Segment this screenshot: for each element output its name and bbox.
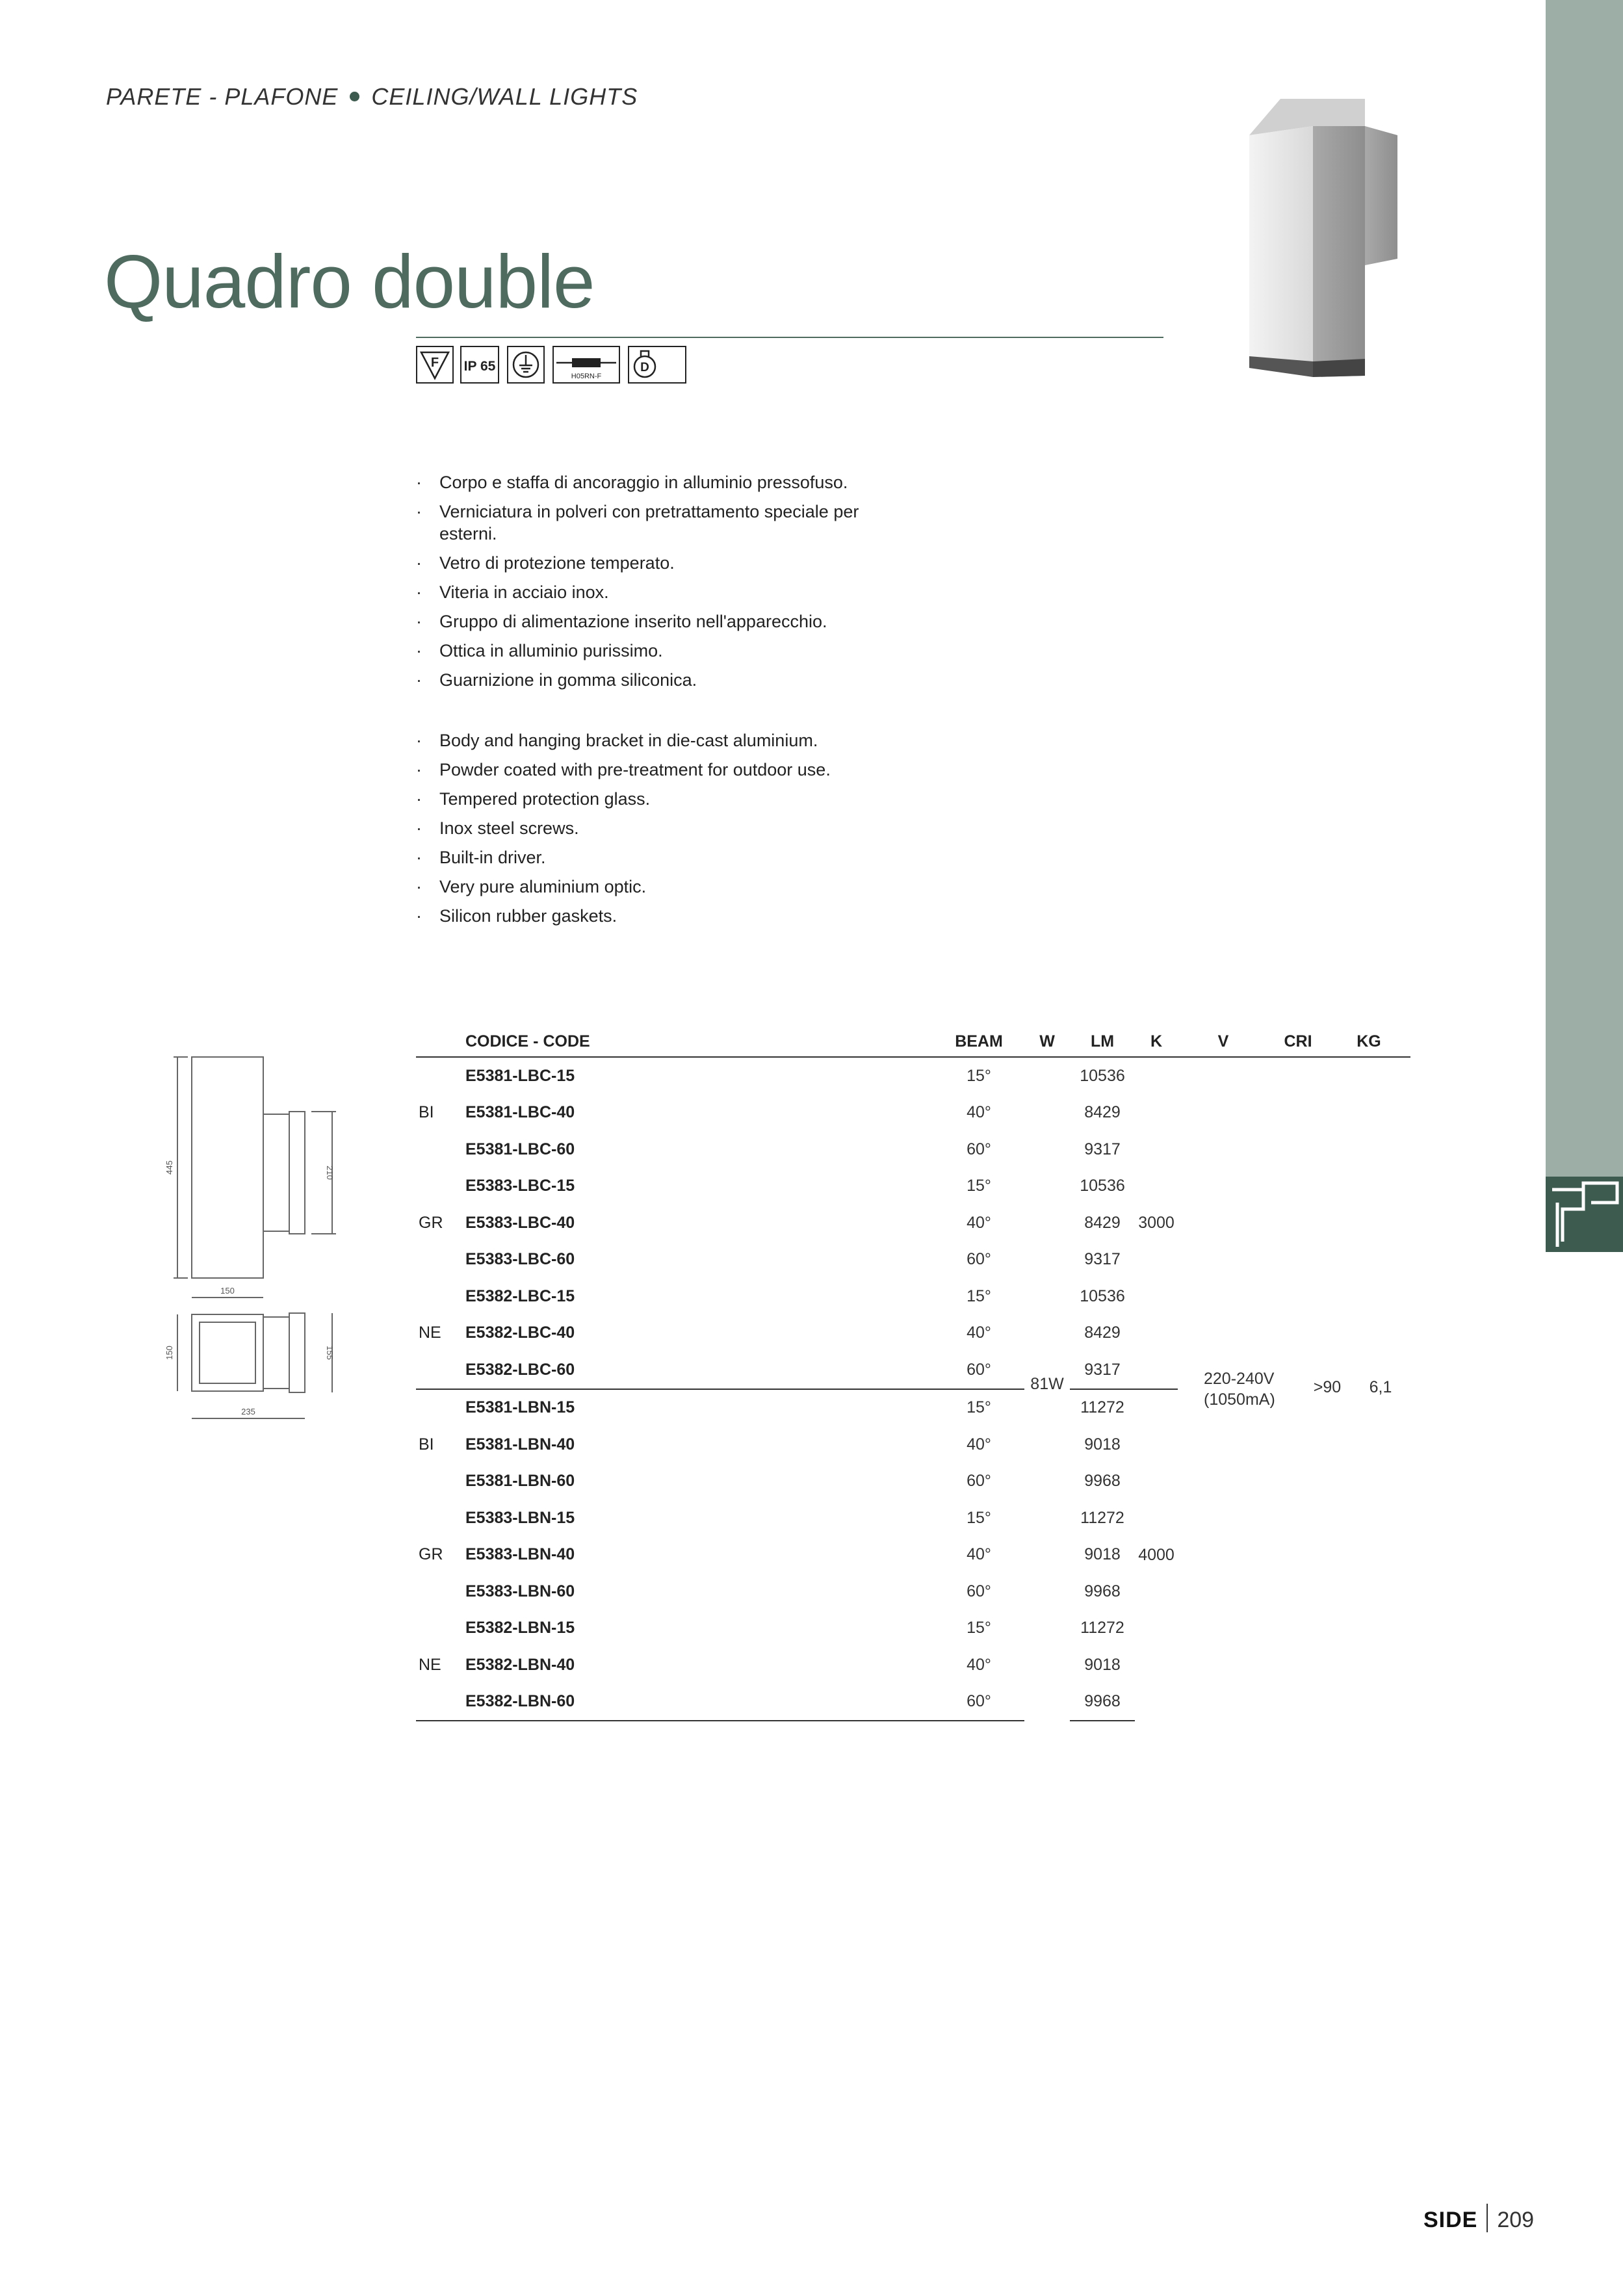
feature-item: · Silicon rubber gaskets.	[416, 905, 897, 927]
breadcrumb-english: CEILING/WALL LIGHTS	[371, 83, 638, 110]
feature-item: · Viteria in acciaio inox.	[416, 581, 897, 603]
svg-text:150: 150	[220, 1286, 235, 1296]
page-number: 209	[1497, 2208, 1535, 2232]
f-mark-icon	[416, 346, 454, 384]
header-beam: BEAM	[933, 1027, 1024, 1057]
side-color-band	[1546, 0, 1623, 1177]
breadcrumb	[106, 83, 638, 111]
table-row: BI E5381-LBN-40 40° 9018	[416, 1426, 1410, 1463]
table-row: E5381-LBN-60 60° 9968	[416, 1463, 1410, 1500]
feature-item: · Guarnizione in gomma siliconica.	[416, 669, 897, 691]
voltage-value	[1204, 1368, 1295, 1410]
feature-item: · Vetro di protezione temperato.	[416, 552, 897, 574]
svg-text:150: 150	[164, 1346, 174, 1360]
svg-text:235: 235	[241, 1407, 255, 1416]
product-code: E5382-LBC-40	[465, 1324, 575, 1342]
weight-value: 6,1	[1369, 1378, 1392, 1396]
cri-value: >90	[1313, 1378, 1342, 1396]
product-code: E5382-LBC-15	[465, 1286, 575, 1305]
feature-item: · Body and hanging bracket in die-cast aluminium.	[416, 729, 897, 751]
section-tab-icon	[1546, 1177, 1623, 1252]
table-row: E5381-LBN-15 15° 11272 4000	[416, 1389, 1410, 1427]
cable-icon	[552, 346, 620, 384]
dimmable-bulb-icon	[628, 346, 686, 384]
brand-name: SIDE	[1423, 2208, 1478, 2232]
feature-item: · Very pure aluminium optic.	[416, 876, 897, 898]
voltage-line: 220-240V	[1204, 1370, 1275, 1388]
product-code: E5382-LBN-15	[465, 1619, 575, 1637]
feature-item: · Built-in driver.	[416, 846, 897, 868]
product-code: E5383-LBC-15	[465, 1177, 575, 1195]
product-code: E5383-LBN-15	[465, 1508, 575, 1527]
product-code: E5381-LBN-15	[465, 1389, 933, 1427]
wattage-value: 81W	[1030, 1375, 1064, 1393]
table-row: E5383-LBN-15 15° 11272	[416, 1500, 1410, 1537]
table-row: E5382-LBN-60 60° 9968	[416, 1684, 1410, 1721]
table-header-row	[416, 1027, 1410, 1057]
feature-item: · Tempered protection glass.	[416, 788, 897, 810]
svg-text:F: F	[430, 356, 439, 370]
product-code: E5381-LBC-40	[465, 1103, 575, 1122]
feature-item: · Powder coated with pre-treatment for outdoor use.	[416, 759, 897, 781]
product-code: E5381-LBC-15	[465, 1066, 575, 1085]
svg-text:D: D	[640, 361, 649, 374]
feature-item: · Gruppo di alimentazione inserito nell'apparecchio.	[416, 610, 897, 633]
header-lm: LM	[1070, 1027, 1135, 1057]
features-english	[416, 729, 897, 934]
svg-text:445: 445	[164, 1160, 174, 1175]
header-v: V	[1178, 1027, 1269, 1057]
feature-item: · Ottica in alluminio purissimo.	[416, 640, 897, 662]
svg-text:IP 65: IP 65	[463, 359, 496, 374]
feature-item: · Verniciatura in polveri con pretrattamento speciale per esterni.	[416, 501, 897, 545]
bullet-dot-icon	[350, 92, 359, 101]
header-code: CODICE - CODE	[465, 1027, 933, 1057]
table-row: GR E5383-LBN-40 40° 9018	[416, 1537, 1410, 1574]
table-row: E5383-LBN-60 60° 9968	[416, 1573, 1410, 1610]
page-footer	[1423, 2204, 1534, 2233]
technical-drawing	[166, 1047, 361, 1437]
ip-rating-icon	[460, 346, 499, 384]
k-value-3000: 3000	[1138, 1213, 1175, 1232]
product-code: E5382-LBN-60	[465, 1684, 933, 1721]
current-line: (1050mA)	[1204, 1390, 1275, 1409]
footer-divider	[1487, 2204, 1488, 2232]
table-row: GR E5383-LBC-40 40° 8429	[416, 1205, 1410, 1242]
table-row: E5383-LBC-60 60° 9317	[416, 1242, 1410, 1279]
product-code: E5383-LBN-60	[465, 1582, 575, 1600]
product-title: Quadro double	[104, 239, 595, 324]
product-code: E5383-LBC-40	[465, 1213, 575, 1232]
title-divider	[416, 337, 1163, 338]
product-code: E5383-LBN-40	[465, 1545, 575, 1564]
header-kg: KG	[1327, 1027, 1410, 1057]
feature-item: · Corpo e staffa di ancoraggio in alluminio pressofuso.	[416, 471, 897, 493]
svg-text:210: 210	[325, 1166, 335, 1180]
product-code: E5382-LBC-60	[465, 1360, 575, 1379]
svg-text:155: 155	[325, 1346, 335, 1360]
header-w: W	[1024, 1027, 1070, 1057]
table-row: E5381-LBC-15 15° 10536 3000	[416, 1057, 1410, 1095]
product-code: E5381-LBC-60	[465, 1140, 575, 1158]
feature-item: · Inox steel screws.	[416, 817, 897, 839]
earth-class-icon	[507, 346, 545, 384]
table-row: NE E5382-LBN-40 40° 9018	[416, 1647, 1410, 1684]
table-row: E5383-LBC-15 15° 10536	[416, 1168, 1410, 1205]
table-row: BI E5381-LBC-40 40° 8429	[416, 1095, 1410, 1132]
product-code: E5382-LBN-40	[465, 1655, 575, 1674]
features-italian	[416, 471, 897, 698]
svg-text:H05RN-F: H05RN-F	[571, 372, 602, 380]
section-tab	[1546, 1177, 1623, 1252]
breadcrumb-italian: PARETE - PLAFONE	[106, 83, 339, 110]
header-color	[416, 1027, 465, 1057]
product-code: E5383-LBC-60	[465, 1250, 575, 1269]
table-row: E5381-LBC-60 60° 9317	[416, 1131, 1410, 1168]
header-cri: CRI	[1269, 1027, 1327, 1057]
product-code: E5381-LBN-60	[465, 1472, 575, 1491]
table-row: E5382-LBC-15 15° 10536	[416, 1278, 1410, 1315]
product-photo	[1241, 96, 1397, 382]
table-row: NE E5382-LBC-40 40° 8429	[416, 1315, 1410, 1352]
table-row: E5382-LBC-60 60° 9317	[416, 1351, 1410, 1389]
table-row: E5382-LBN-15 15° 11272	[416, 1610, 1410, 1647]
k-value-4000: 4000	[1135, 1389, 1178, 1721]
product-code: E5381-LBN-40	[465, 1435, 575, 1454]
header-k: K	[1135, 1027, 1178, 1057]
